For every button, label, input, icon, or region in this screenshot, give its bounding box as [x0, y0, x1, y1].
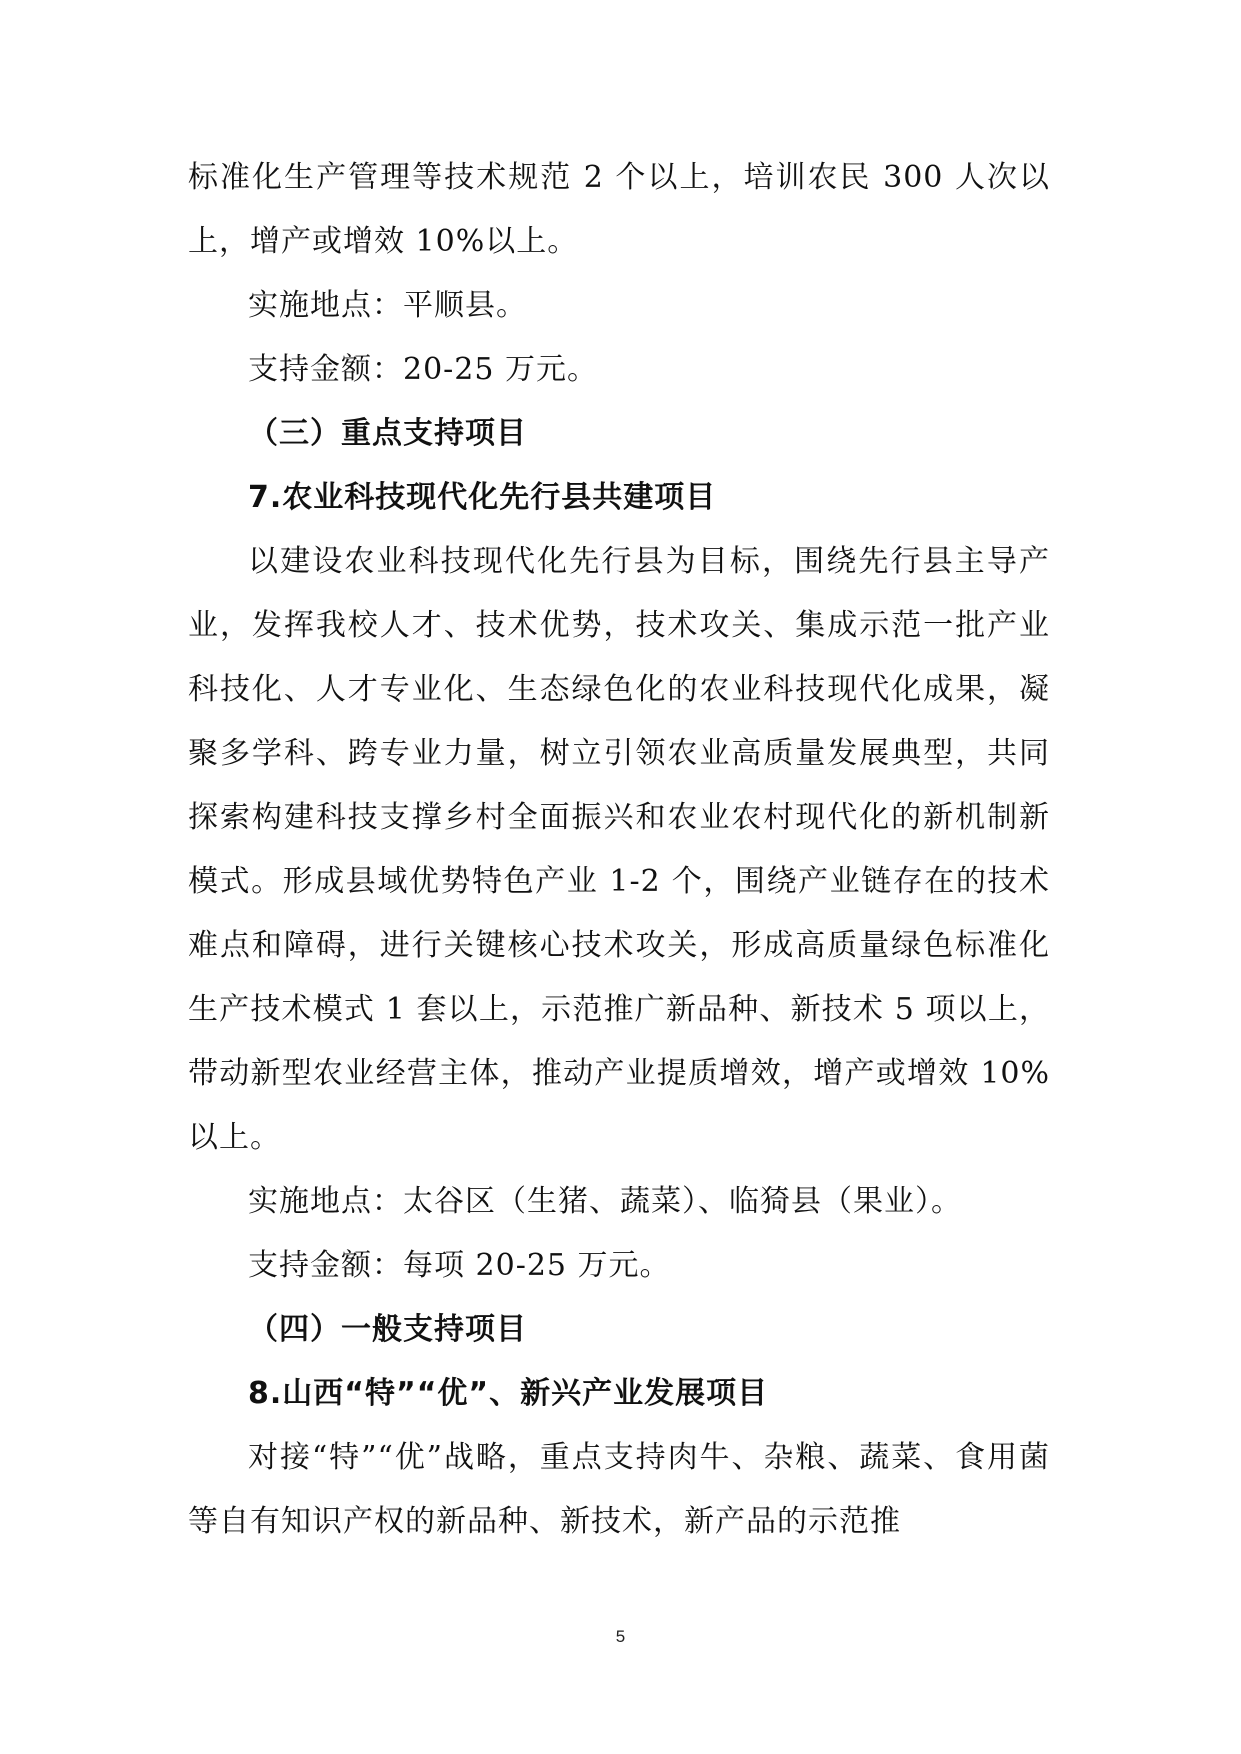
paragraph-item-7-description: 以建设农业科技现代化先行县为目标，围绕先行县主导产业，发挥我校人才、技术优势，技术攻关、集成示范一批产业科技化、人才专业化、生态绿色化的农业科技现代化成果，凝聚多学科、跨专业力量，树立引领农业高质量发展典型，共同探索构建科技支撑乡村全面振兴和农业农村现代化的新机制新模式。形成县域优势特色产业 1-2 个，围绕产业链存在的技术难点和障碍，进行关键核心技术攻关，形成高质量绿色标准化生产技术模式 1 套以上，示范推广新品种、新技术 5 项以上，带动新型农业经营主体，推动产业提质增效，增产或增效 10%以上。 [188, 544, 1050, 1155]
paragraph-item-8-description: 对接“特”“优”战略，重点支持肉牛、杂粮、蔬菜、食用菌等自有知识产权的新品种、新技术，新产品的示范推 [188, 1440, 1050, 1539]
paragraph-item-7-funding: 支持金额：每项 20-25 万元。 [248, 1248, 671, 1283]
item-heading-8: 8.山西“特”“优”、新兴产业发展项目 [248, 1376, 769, 1411]
document-body [188, 146, 1050, 1554]
page-number: 5 [615, 1627, 626, 1646]
item-heading-7: 7.农业科技现代化先行县共建项目 [248, 480, 717, 515]
paragraph-funding-amount: 支持金额：20-25 万元。 [248, 352, 599, 387]
section-heading-general-projects: （四）一般支持项目 [248, 1312, 527, 1347]
paragraph-item-7-location: 实施地点：太谷区（生猪、蔬菜）、临猗县（果业）。 [248, 1184, 962, 1219]
paragraph-location-pingshun: 实施地点：平顺县。 [248, 288, 527, 323]
paragraph-continuation: 标准化生产管理等技术规范 2 个以上，培训农民 300 人次以上，增产或增效 10%以上。 [188, 160, 1050, 259]
section-heading-key-projects: （三）重点支持项目 [248, 416, 527, 451]
